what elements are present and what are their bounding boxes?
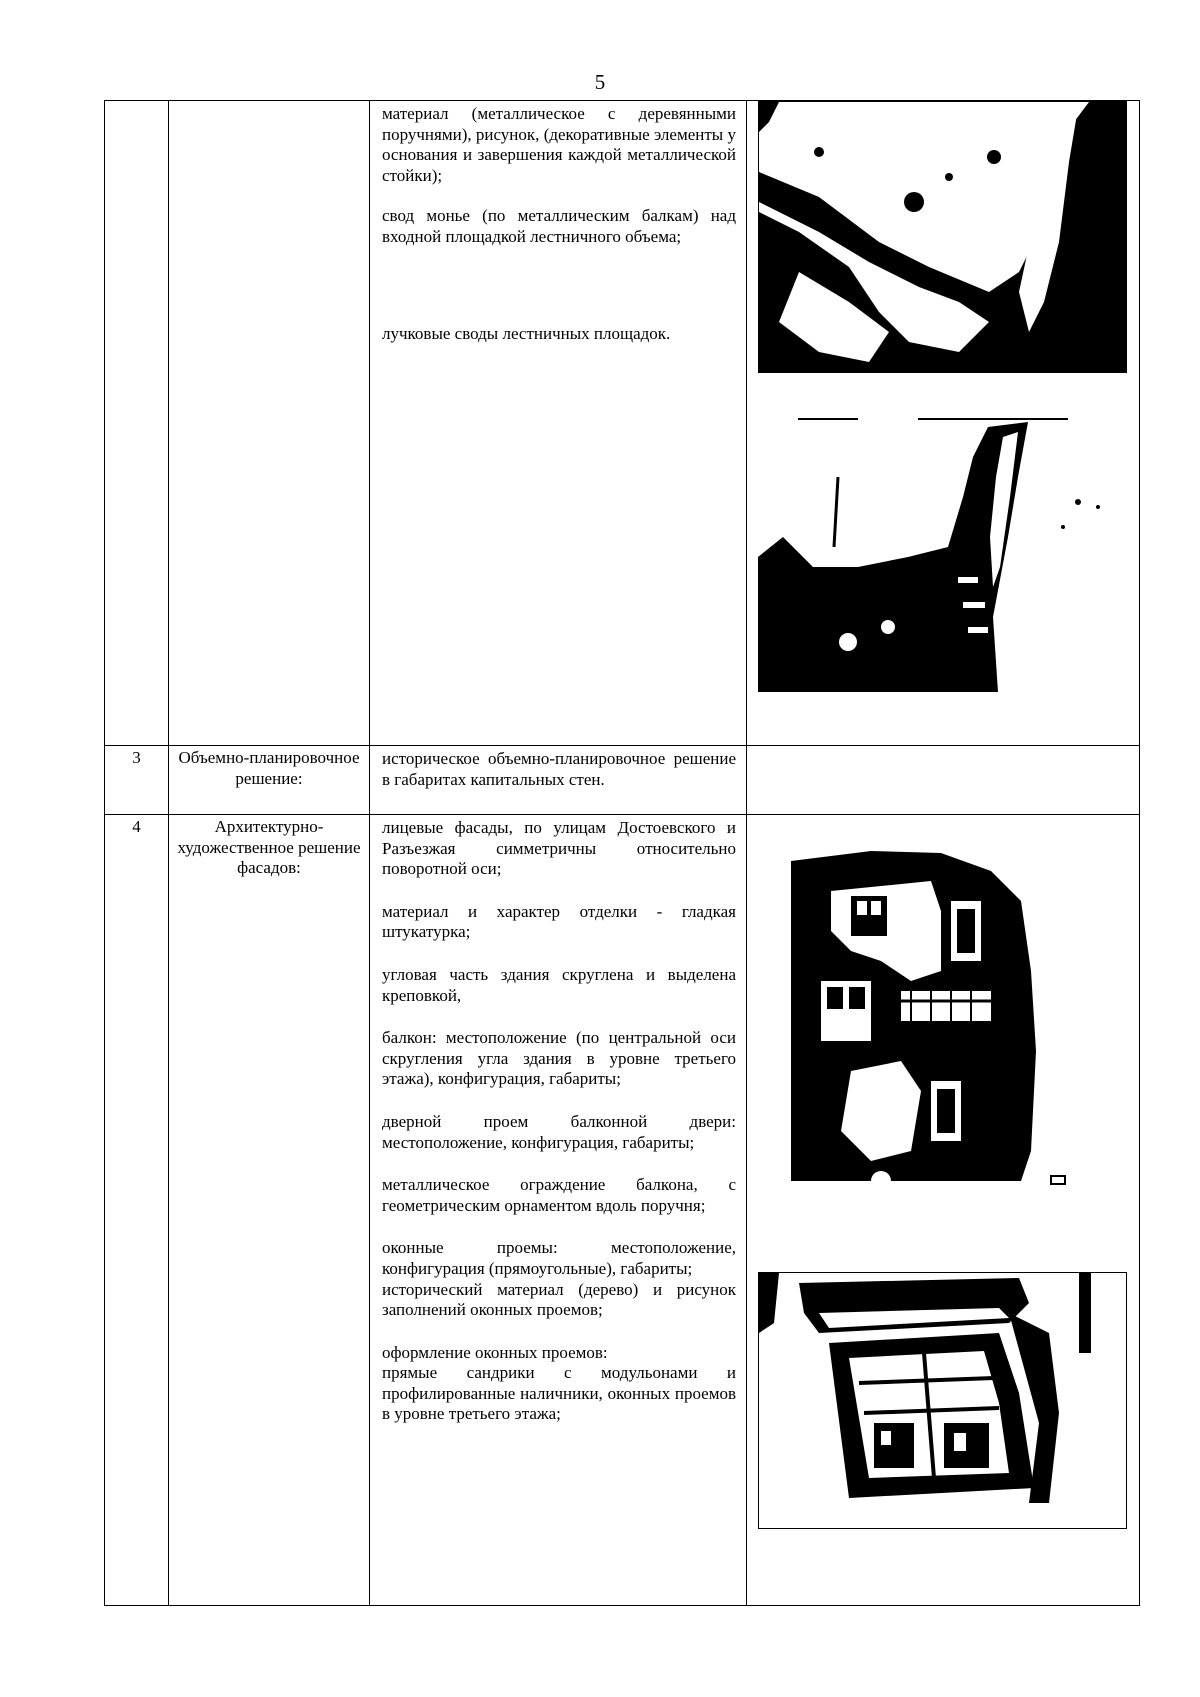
photo-cell xyxy=(747,746,1140,815)
description-cell xyxy=(370,746,747,815)
photo-cell xyxy=(747,815,1140,1606)
description-paragraph: прямые сандрики с модульонами и профилированные наличники, оконных проемов в уровне третьего этажа; xyxy=(382,1363,736,1424)
section-title: Архитектурно-художественное решение фасадов: xyxy=(169,815,370,1606)
description-paragraph: балкон: местоположение (по центральной оси скругления угла здания в уровне третьего этажа), конфигурация, габариты; xyxy=(382,1028,736,1089)
photo-corner-facade xyxy=(791,851,1091,1191)
page-number: 5 xyxy=(594,70,606,94)
section-title: Объемно-планировочное решение: xyxy=(169,746,370,815)
table-row xyxy=(105,101,1140,746)
description-paragraph: дверной проем балконной двери: местоположение, конфигурация, габариты; xyxy=(382,1111,736,1152)
protected-features-table xyxy=(104,100,1140,1606)
description-paragraph: материал и характер отделки - гладкая штукатурка; xyxy=(382,901,736,942)
description-cell xyxy=(370,101,747,746)
row-number: 4 xyxy=(105,815,169,1606)
table-row xyxy=(105,815,1140,1606)
description-paragraph: исторический материал (дерево) и рисунок заполнений оконных проемов; xyxy=(382,1279,736,1320)
photo-cell xyxy=(747,101,1140,746)
description-paragraph: оформление оконных проемов: xyxy=(382,1342,608,1362)
description-cell xyxy=(370,815,747,1606)
photo-staircase-ceiling xyxy=(758,417,1125,692)
description-paragraph: лучковые своды лестничных площадок. xyxy=(382,323,671,343)
section-title xyxy=(169,101,370,746)
row-number: 3 xyxy=(105,746,169,815)
description-paragraph: угловая часть здания скруглена и выделена креповкой, xyxy=(382,964,736,1005)
description-paragraph: историческое объемно-планировочное решение в габаритах капитальных стен. xyxy=(382,749,736,789)
table-row xyxy=(105,746,1140,815)
description-paragraph: свод монье (по металлическим балкам) над входной площадкой лестничного объема; xyxy=(382,206,736,246)
photo-window-decoration xyxy=(758,1272,1127,1529)
description-paragraph: оконные проемы: местоположение, конфигурация (прямоугольные), габариты; xyxy=(382,1238,736,1278)
description-paragraph: лицевые фасады, по улицам Достоевского и Разъезжая симметричны относительно поворотной оси; xyxy=(382,818,736,879)
row-number xyxy=(105,101,169,746)
photo-staircase-vault xyxy=(758,101,1127,373)
description-paragraph: материал (металлическое с деревянными поручнями), рисунок, (декоративные элементы у основания и завершения каждой металлической стойки); xyxy=(382,104,736,185)
description-paragraph: металлическое ограждение балкона, с геометрическим орнаментом вдоль поручня; xyxy=(382,1175,736,1215)
